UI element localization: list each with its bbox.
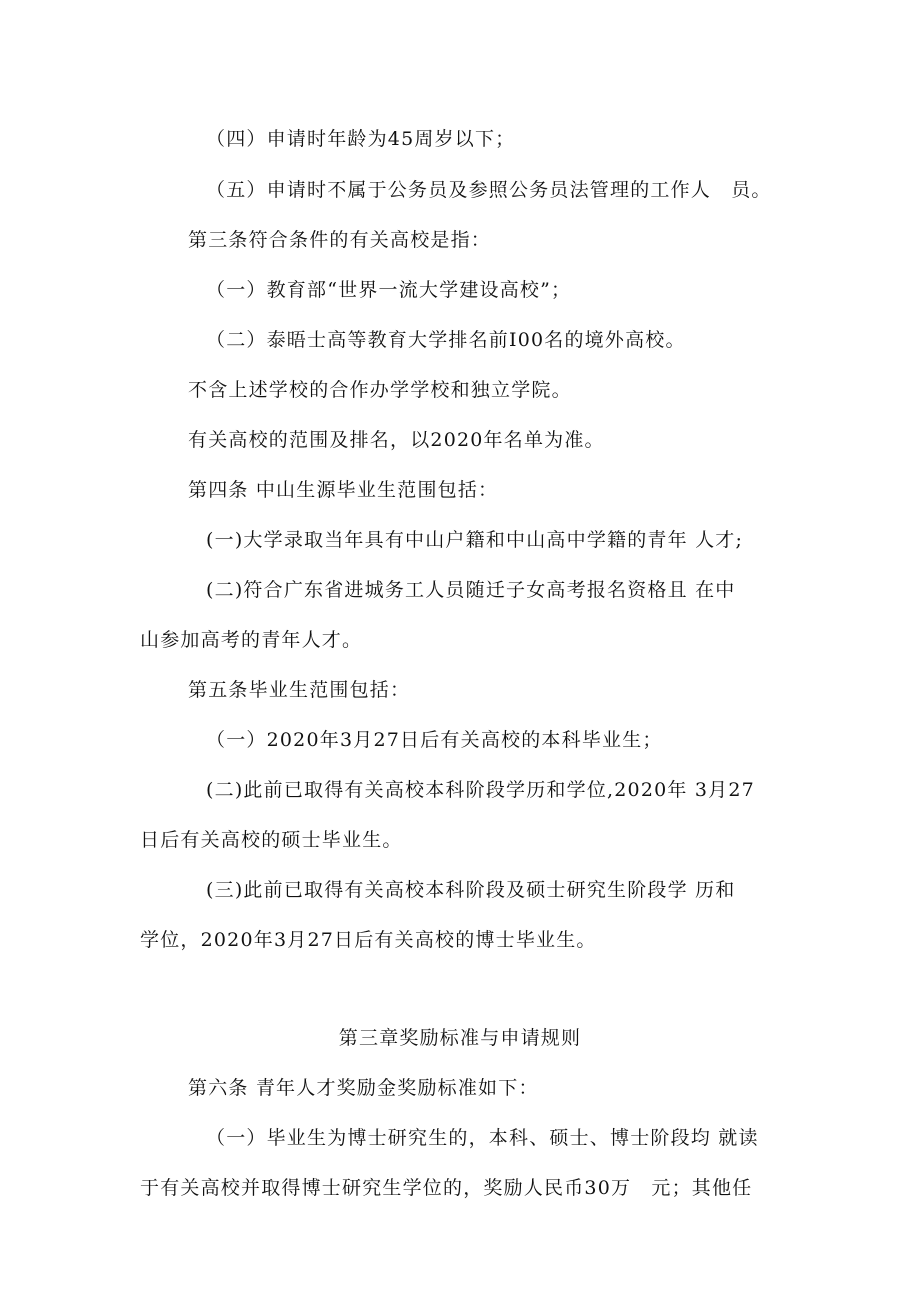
article-6-item-1: （一）毕业生为博士研究生的，本科、硕士、博士阶段均 就读 xyxy=(206,1127,759,1149)
article-5-item-2: (二)此前已取得有关高校本科阶段学历和学位,2020年 3月27 xyxy=(206,779,755,801)
article-6-item-1-continued: 于有关高校并取得博士研究生学位的，奖励人民币30万 元；其他任 xyxy=(140,1177,753,1199)
article-3-heading: 第三条符合条件的有关高校是指： xyxy=(188,229,492,251)
article-3-ranking-basis: 有关高校的范围及排名，以2020年名单为准。 xyxy=(188,429,605,451)
article-3-item-1: （一）教育部“世界一流大学建设高校”； xyxy=(206,279,572,301)
article-5-item-3-continued: 学位，2020年3月27日后有关高校的博士毕业生。 xyxy=(140,929,597,951)
article-4-item-2: (二)符合广东省进城务工人员随迁子女高考报名资格且 在中 xyxy=(206,579,736,601)
article-5-heading: 第五条毕业生范围包括： xyxy=(188,679,411,701)
chapter-3-title: 第三章奖励标准与申请规则 xyxy=(338,1027,582,1049)
article-4-item-2-continued: 山参加高考的青年人才。 xyxy=(140,629,363,651)
article-5-item-2-continued: 日后有关高校的硕士毕业生。 xyxy=(140,829,403,851)
article-6-heading: 第六条 青年人才奖励金奖励标准如下： xyxy=(188,1077,539,1099)
clause-4-age-limit: （四）申请时年龄为45周岁以下； xyxy=(206,128,516,150)
article-3-item-2: （二）泰晤士高等教育大学排名前I00名的境外高校。 xyxy=(206,329,686,351)
article-5-item-3: (三)此前已取得有关高校本科阶段及硕士研究生阶段学 历和 xyxy=(206,879,736,901)
article-4-heading: 第四条 中山生源毕业生范围包括： xyxy=(188,479,499,501)
article-4-item-1: (一)大学录取当年具有中山户籍和中山高中学籍的青年 人才; xyxy=(206,529,744,551)
clause-5-not-civil-servant: （五）申请时不属于公务员及参照公务员法管理的工作人 员。 xyxy=(206,179,772,201)
article-3-exclusion: 不含上述学校的合作办学学校和独立学院。 xyxy=(188,379,572,401)
article-5-item-1: （一）2020年3月27日后有关高校的本科毕业生； xyxy=(206,729,663,751)
